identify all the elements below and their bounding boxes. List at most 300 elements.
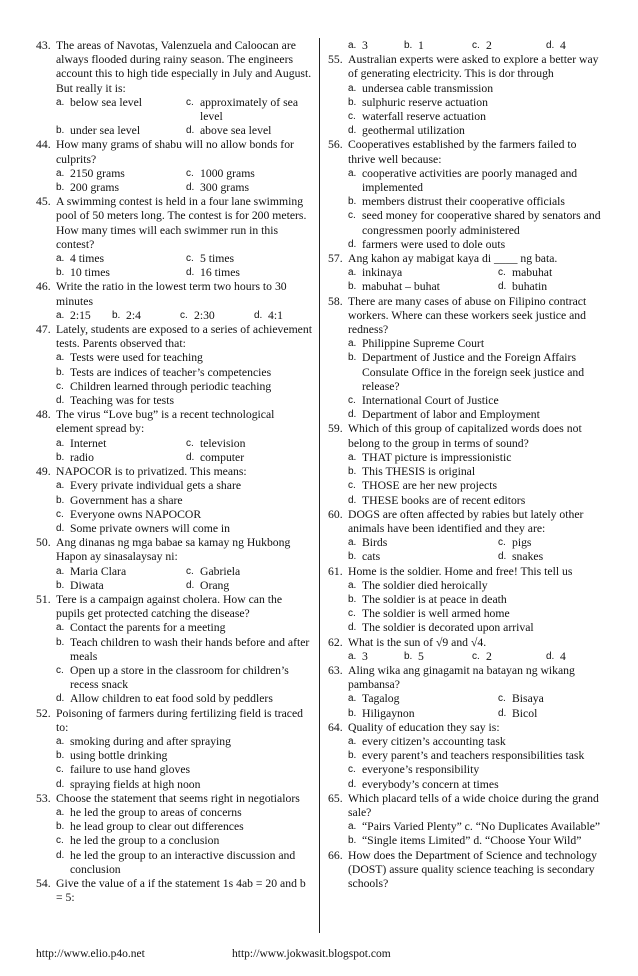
option-text: The soldier is at peace in death — [362, 592, 507, 606]
answer-option — [328, 238, 604, 252]
question-stem — [36, 536, 312, 564]
question-text: Cooperatives established by the farmers failed to thrive well because: — [348, 138, 577, 166]
question-item — [36, 138, 312, 195]
answer-option — [36, 849, 312, 877]
option-text: Department of labor and Employment — [362, 408, 540, 422]
option-text: failure to use hand gloves — [70, 763, 191, 777]
option-text: every parent’s and teachers responsibilities task — [362, 749, 585, 763]
option-letter: d. — [56, 849, 65, 861]
options-grid — [36, 96, 312, 139]
question-stem — [328, 508, 604, 536]
option-text: Diwata — [70, 578, 104, 592]
options-row — [328, 39, 604, 53]
question-stem — [36, 39, 312, 96]
option-letter: a. — [348, 735, 357, 747]
question-stem — [328, 252, 604, 266]
option-text: using bottle drinking — [70, 749, 168, 763]
option-letter: a. — [56, 96, 65, 108]
option-text: This THESIS is original — [362, 465, 476, 479]
answer-option — [328, 621, 604, 635]
question-item — [36, 465, 312, 536]
question-item — [36, 707, 312, 792]
option-text: The soldier died heroically — [362, 578, 488, 592]
answer-option — [328, 167, 604, 195]
answer-option — [36, 636, 312, 664]
option-letter: b. — [348, 96, 357, 108]
option-letter: c. — [186, 253, 194, 265]
question-number: 51. — [36, 592, 51, 606]
option-letter: b. — [56, 494, 65, 506]
option-letter: c. — [180, 309, 188, 321]
question-text: Choose the statement that seems right in negotialors — [56, 791, 300, 805]
answer-option — [36, 806, 312, 820]
option-text: “Single items Limited” d. “Choose Your Wild” — [362, 834, 582, 848]
option-letter: c. — [498, 693, 506, 705]
footer-url-right[interactable]: http://www.jokwasit.blogspot.com — [232, 948, 391, 960]
options-row — [328, 650, 604, 664]
option-letter: b. — [56, 451, 65, 463]
option-text: Government has a share — [70, 493, 183, 507]
answer-option — [348, 536, 498, 550]
option-letter: a. — [56, 352, 65, 364]
option-letter: b. — [56, 125, 65, 137]
option-letter: c. — [186, 96, 194, 108]
question-text: NAPOCOR is to privatized. This means: — [56, 465, 247, 479]
question-stem — [36, 408, 312, 436]
answer-option — [186, 181, 312, 195]
option-text: he led the group to areas of concerns — [70, 805, 242, 819]
question-text: The areas of Navotas, Valenzuela and Caloocan are always flooded during rainy season. The engineers account this to high tide especially in July and August. But really it is: — [56, 39, 312, 95]
question-item — [36, 39, 312, 138]
option-text: Orang — [200, 578, 230, 592]
options-grid — [36, 167, 312, 195]
option-text: 3 — [362, 39, 368, 52]
option-letter: d. — [186, 125, 195, 137]
option-letter: b. — [348, 551, 357, 563]
option-text: Maria Clara — [70, 564, 127, 578]
option-letter: c. — [348, 764, 356, 776]
option-letter: d. — [546, 650, 555, 662]
option-letter: d. — [254, 309, 263, 321]
answer-option — [36, 749, 312, 763]
answer-option — [186, 451, 312, 465]
answer-option — [546, 650, 604, 664]
answer-option — [328, 749, 604, 763]
option-letter: c. — [472, 650, 480, 662]
question-stem — [328, 664, 604, 692]
question-stem — [328, 422, 604, 450]
option-text: Contact the parents for a meeting — [70, 621, 226, 635]
option-text: Teach children to wash their hands before and after meals — [70, 635, 310, 663]
answer-option — [56, 181, 186, 195]
option-letter: a. — [56, 806, 65, 818]
question-number: 52. — [36, 706, 51, 720]
option-letter: b. — [112, 309, 121, 321]
option-letter: a. — [348, 693, 357, 705]
answer-option — [348, 692, 498, 706]
option-letter: d. — [498, 281, 507, 293]
question-stem — [328, 636, 604, 650]
question-item — [328, 53, 604, 138]
question-item — [328, 252, 604, 295]
option-letter: d. — [348, 622, 357, 634]
question-number: 50. — [36, 536, 51, 550]
option-letter: c. — [348, 111, 356, 123]
question-text: The virus “Love bug” is a recent technological element spread by: — [56, 408, 275, 436]
answer-option — [328, 82, 604, 96]
answer-option — [328, 763, 604, 777]
question-item — [36, 280, 312, 323]
question-stem — [36, 792, 312, 806]
answer-option — [56, 309, 112, 323]
question-item — [36, 408, 312, 465]
option-text: snakes — [512, 550, 544, 564]
option-text: pigs — [512, 536, 532, 550]
answer-option — [328, 394, 604, 408]
answer-option — [348, 280, 498, 294]
question-item — [328, 422, 604, 507]
answer-option — [36, 508, 312, 522]
answer-option — [404, 39, 472, 53]
question-item — [36, 536, 312, 593]
option-letter: c. — [472, 40, 480, 51]
options-grid — [328, 692, 604, 720]
question-text: Poisoning of farmers during fertilizing field is traced to: — [56, 706, 303, 734]
answer-option — [328, 195, 604, 209]
answer-option — [328, 96, 604, 110]
option-letter: a. — [348, 579, 357, 591]
question-stem — [36, 195, 312, 252]
question-text: How does the Department of Science and technology (DOST) assure quality science teaching is secondary schools? — [348, 848, 597, 890]
option-letter: a. — [56, 480, 65, 492]
option-letter: a. — [348, 338, 357, 350]
option-text: Every private individual gets a share — [70, 479, 242, 493]
option-letter: d. — [348, 494, 357, 506]
option-text: The soldier is well armed home — [362, 607, 510, 621]
answer-option — [328, 351, 604, 394]
option-letter: c. — [186, 437, 194, 449]
answer-option — [328, 465, 604, 479]
question-text: Lately, students are exposed to a series of achievement tests. Parents observed that: — [56, 323, 312, 351]
option-letter: b. — [404, 650, 413, 662]
question-number: 48. — [36, 408, 51, 422]
option-letter: d. — [186, 579, 195, 591]
option-letter: b. — [348, 835, 357, 847]
answer-option — [348, 550, 498, 564]
option-letter: c. — [186, 167, 194, 179]
options-grid — [36, 565, 312, 593]
answer-option — [36, 735, 312, 749]
option-letter: a. — [348, 167, 357, 179]
option-text: above sea level — [200, 124, 272, 138]
answer-option — [36, 494, 312, 508]
option-text: Tests were used for teaching — [70, 351, 203, 365]
option-letter: b. — [56, 182, 65, 194]
question-number: 45. — [36, 195, 51, 209]
question-number: 46. — [36, 280, 51, 294]
option-letter: a. — [56, 167, 65, 179]
question-item — [328, 508, 604, 565]
question-number: 60. — [328, 507, 343, 521]
answer-option — [36, 380, 312, 394]
question-item — [328, 138, 604, 252]
question-number: 54. — [36, 876, 51, 890]
options-row — [36, 309, 312, 323]
question-number: 64. — [328, 720, 343, 734]
option-text: Hiligaynon — [362, 706, 415, 720]
option-text: Birds — [362, 536, 388, 550]
question-number: 53. — [36, 791, 51, 805]
option-letter: c. — [348, 395, 356, 407]
question-item — [328, 295, 604, 423]
option-text: Internet — [70, 436, 107, 450]
option-letter: a. — [56, 253, 65, 265]
question-stem — [328, 792, 604, 820]
option-letter: a. — [56, 735, 65, 747]
option-text: 4 — [560, 649, 566, 663]
option-letter: d. — [186, 451, 195, 463]
answer-option — [112, 309, 180, 323]
option-text: THAT picture is impressionistic — [362, 450, 512, 464]
answer-option — [186, 266, 312, 280]
question-number: 43. — [36, 39, 51, 52]
option-text: Department of Justice and the Foreign Affairs Consulate Office in the foreign seek justice and release? — [362, 351, 585, 393]
question-stem — [36, 138, 312, 166]
option-text: below sea level — [70, 95, 143, 109]
option-text: Tests are indices of teacher’s competencies — [70, 365, 272, 379]
question-text: A swimming contest is held in a four lane swimming pool of 50 meters long. The contest is for 200 meters. How many times will each swimmer run in this contest? — [56, 195, 307, 251]
option-letter: b. — [56, 579, 65, 591]
option-text: Everyone owns NAPOCOR — [70, 507, 202, 521]
option-text: approximately of sea level — [200, 95, 299, 124]
option-letter: c. — [498, 267, 506, 279]
question-text: Write the ratio in the lowest term two hours to 30 minutes — [56, 280, 287, 308]
answer-option — [328, 494, 604, 508]
question-item — [328, 664, 604, 721]
answer-option — [328, 607, 604, 621]
option-text: 2 — [486, 649, 492, 663]
option-text: Bisaya — [512, 692, 544, 706]
option-text: 10 times — [70, 266, 110, 280]
option-letter: b. — [56, 636, 65, 648]
answer-option — [254, 309, 312, 323]
answer-option — [328, 124, 604, 138]
option-text: “Pairs Varied Plenty” c. “No Duplicates Available” — [362, 820, 601, 834]
option-letter: a. — [56, 565, 65, 577]
question-text: Home is the soldier. Home and free! This tell us — [348, 564, 573, 578]
answer-option — [36, 778, 312, 792]
option-letter: a. — [56, 309, 65, 321]
answer-option — [56, 579, 186, 593]
answer-option — [56, 451, 186, 465]
option-text: everyone’s responsibility — [362, 763, 480, 777]
answer-option — [180, 309, 254, 323]
question-item — [328, 721, 604, 792]
question-item — [36, 792, 312, 877]
answer-option — [328, 479, 604, 493]
option-text: 2 — [486, 39, 492, 52]
option-letter: c. — [348, 210, 356, 222]
answer-option — [498, 692, 604, 706]
question-text: How many grams of shabu will no allow bonds for culprits? — [56, 138, 294, 166]
option-letter: d. — [498, 707, 507, 719]
option-text: cats — [362, 550, 381, 564]
option-text: 2:30 — [194, 308, 215, 322]
option-text: Bicol — [512, 706, 538, 720]
answer-option — [186, 579, 312, 593]
option-letter: d. — [348, 778, 357, 790]
left-column — [36, 39, 312, 905]
option-letter: d. — [56, 522, 65, 534]
answer-option — [56, 252, 186, 266]
option-text: undersea cable transmission — [362, 81, 494, 95]
answer-option — [472, 39, 546, 53]
question-stem — [36, 465, 312, 479]
options-grid — [36, 252, 312, 280]
answer-option — [328, 593, 604, 607]
answer-option — [36, 351, 312, 365]
question-number: 55. — [328, 53, 343, 67]
footer-url-left[interactable]: http://www.elio.p4o.net — [36, 948, 145, 960]
answer-option — [36, 834, 312, 848]
question-stem — [328, 53, 604, 81]
question-stem — [328, 849, 604, 892]
option-letter: b. — [56, 267, 65, 279]
answer-option — [36, 820, 312, 834]
option-letter: a. — [348, 650, 357, 662]
answer-option — [328, 110, 604, 124]
option-text: everybody’s concern at times — [362, 777, 499, 791]
option-letter: d. — [348, 125, 357, 137]
question-number: 59. — [328, 422, 343, 436]
option-text: Some private owners will come in — [70, 521, 231, 535]
answer-option — [328, 820, 604, 834]
question-text: Which placard tells of a wide choice during the grand sale? — [348, 791, 599, 819]
question-stem — [36, 280, 312, 308]
answer-option — [56, 167, 186, 181]
option-text: Children learned through periodic teaching — [70, 379, 272, 393]
option-text: Allow children to eat food sold by peddlers — [70, 692, 273, 706]
answer-option — [36, 664, 312, 692]
answer-option — [328, 337, 604, 351]
right-column — [328, 39, 604, 891]
option-text: 5 times — [200, 252, 235, 266]
answer-option — [328, 579, 604, 593]
option-text: under sea level — [70, 124, 141, 138]
answer-option — [56, 437, 186, 451]
question-number: 61. — [328, 564, 343, 578]
option-text: 4 times — [70, 252, 105, 266]
question-item — [328, 636, 604, 664]
option-letter: a. — [348, 82, 357, 94]
question-number: 49. — [36, 465, 51, 479]
option-text: television — [200, 436, 246, 450]
question-stem — [328, 138, 604, 166]
option-text: inkinaya — [362, 266, 403, 280]
option-text: 2:15 — [70, 308, 91, 322]
answer-option — [56, 124, 186, 138]
question-text: Quality of education they say is: — [348, 720, 500, 734]
option-letter: b. — [348, 750, 357, 762]
option-letter: d. — [56, 778, 65, 790]
question-text: There are many cases of abuse on Filipino contract workers. Where can these workers seek justice and redness? — [348, 294, 587, 337]
options-grid — [328, 266, 604, 294]
answer-option — [328, 834, 604, 848]
answer-option — [186, 124, 312, 138]
answer-option — [498, 707, 604, 721]
option-letter: b. — [56, 821, 65, 833]
question-text: Ang kahon ay mabigat kaya di ____ ng bata. — [348, 252, 558, 266]
answer-option — [498, 536, 604, 550]
answer-option — [472, 650, 546, 664]
answer-option — [404, 650, 472, 664]
question-stem — [328, 565, 604, 579]
option-letter: a. — [56, 622, 65, 634]
option-letter: a. — [348, 40, 357, 51]
option-letter: b. — [348, 593, 357, 605]
option-text: Open up a store in the classroom for children’s recess snack — [70, 663, 289, 692]
option-letter: c. — [186, 565, 194, 577]
answer-option — [498, 266, 604, 280]
option-letter: a. — [348, 451, 357, 463]
question-text: Give the value of a if the statement 1s 4ab = 20 and b = 5: — [56, 876, 306, 905]
answer-option — [328, 408, 604, 422]
option-text: mabuhat – buhat — [362, 280, 440, 294]
option-letter: d. — [56, 693, 65, 705]
option-text: 3 — [362, 649, 368, 663]
option-text: farmers were used to dole outs — [362, 237, 506, 251]
answer-option — [328, 778, 604, 792]
option-text: Gabriela — [200, 564, 241, 578]
option-letter: a. — [56, 437, 65, 449]
option-letter: d. — [348, 238, 357, 250]
option-text: The soldier is decorated upon arrival — [362, 621, 534, 635]
answer-option — [348, 266, 498, 280]
option-text: THOSE are her new projects — [362, 479, 498, 493]
option-letter: c. — [56, 380, 64, 392]
option-text: 4:1 — [268, 308, 283, 322]
question-number: 65. — [328, 791, 343, 805]
question-item — [36, 323, 312, 408]
option-text: buhatin — [512, 280, 548, 294]
question-text: What is the sun of √9 and √4. — [348, 635, 487, 649]
option-letter: a. — [348, 537, 357, 549]
answer-option — [36, 692, 312, 706]
answer-option — [328, 209, 604, 237]
question-stem — [328, 721, 604, 735]
option-text: 300 grams — [200, 181, 250, 195]
question-item — [36, 593, 312, 707]
answer-option — [348, 650, 404, 664]
answer-option — [56, 96, 186, 124]
answer-option — [186, 167, 312, 181]
option-letter: d. — [498, 551, 507, 563]
option-letter: c. — [348, 608, 356, 620]
option-text: 1 — [418, 39, 424, 52]
answer-option — [328, 451, 604, 465]
question-text: Ang dinanas ng mga babae sa kamay ng Hukbong Hapon ay sinasalaysay ni: — [56, 536, 291, 564]
question-stem — [328, 295, 604, 338]
question-item — [36, 195, 312, 280]
option-text: cooperative activities are poorly managed and implemented — [362, 166, 578, 195]
option-text: he led the group to an interactive discussion and conclusion — [70, 848, 296, 876]
option-text: Teaching was for tests — [70, 394, 175, 408]
option-letter: b. — [404, 40, 413, 51]
answer-option — [36, 621, 312, 635]
answer-option — [36, 479, 312, 493]
answer-option — [36, 366, 312, 380]
question-stem — [36, 593, 312, 621]
